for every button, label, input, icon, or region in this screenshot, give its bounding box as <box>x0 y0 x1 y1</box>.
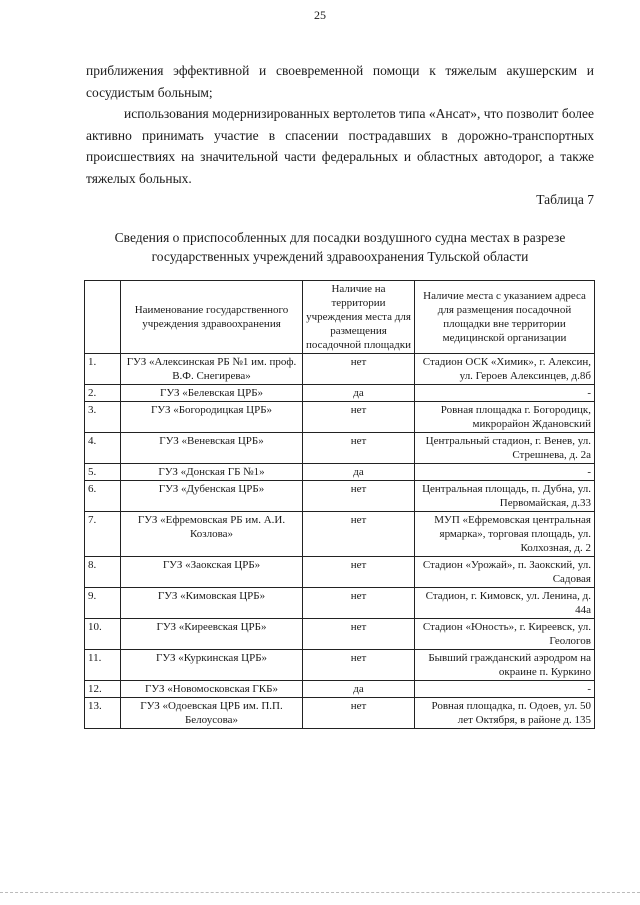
table-row <box>85 588 595 619</box>
row-number: 1. <box>85 354 121 385</box>
table-row <box>85 481 595 512</box>
offsite-address: Стадион, г. Кимовск, ул. Ленина, д. 44а <box>415 588 595 619</box>
on-site-presence: нет <box>303 512 415 557</box>
on-site-presence: да <box>303 681 415 698</box>
table-row <box>85 681 595 698</box>
institution-name: ГУЗ «Одоевская ЦРБ им. П.П. Белоусова» <box>121 698 303 729</box>
table-row <box>85 650 595 681</box>
offsite-address: Стадион «Урожай», п. Заокский, ул. Садовая <box>415 557 595 588</box>
on-site-presence: нет <box>303 619 415 650</box>
offsite-address: Ровная площадка г. Богородицк, микрорайон Ждановский <box>415 402 595 433</box>
institution-name: ГУЗ «Алексинская РБ №1 им. проф. В.Ф. Снегирева» <box>121 354 303 385</box>
row-number: 11. <box>85 650 121 681</box>
offsite-address: Стадион ОСК «Химик», г. Алексин, ул. Героев Алексинцев, д.8б <box>415 354 595 385</box>
table-row <box>85 512 595 557</box>
institution-name: ГУЗ «Донская ГБ №1» <box>121 464 303 481</box>
row-number: 4. <box>85 433 121 464</box>
offsite-address: Центральная площадь, п. Дубна, ул. Первомайская, д.33 <box>415 481 595 512</box>
on-site-presence: нет <box>303 557 415 588</box>
institution-name: ГУЗ «Киреевская ЦРБ» <box>121 619 303 650</box>
institution-name: ГУЗ «Новомосковская ГКБ» <box>121 681 303 698</box>
institution-name: ГУЗ «Кимовская ЦРБ» <box>121 588 303 619</box>
on-site-presence: нет <box>303 650 415 681</box>
institution-name: ГУЗ «Заокская ЦРБ» <box>121 557 303 588</box>
on-site-presence: нет <box>303 481 415 512</box>
table-header-row <box>85 281 595 354</box>
on-site-presence: да <box>303 464 415 481</box>
table-caption: Сведения о приспособленных для посадки воздушного судна местах в разрезе государственных учреждений здравоохранения Тульской области <box>114 230 566 264</box>
on-site-presence: да <box>303 385 415 402</box>
institution-name: ГУЗ «Веневская ЦРБ» <box>121 433 303 464</box>
offsite-address: Центральный стадион, г. Венев, ул. Стрешнева, д. 2а <box>415 433 595 464</box>
on-site-presence: нет <box>303 402 415 433</box>
institution-name: ГУЗ «Дубенская ЦРБ» <box>121 481 303 512</box>
institution-name: ГУЗ «Белевская ЦРБ» <box>121 385 303 402</box>
row-number: 6. <box>85 481 121 512</box>
table-row <box>85 557 595 588</box>
offsite-address: Стадион «Юность», г. Киреевск, ул. Геологов <box>415 619 595 650</box>
row-number: 13. <box>85 698 121 729</box>
institution-name: ГУЗ «Ефремовская РБ им. А.И. Козлова» <box>121 512 303 557</box>
table-label: Таблица 7 <box>536 192 594 207</box>
offsite-address: - <box>415 464 595 481</box>
offsite-address: Бывший гражданский аэродром на окраине п. Куркино <box>415 650 595 681</box>
table-row <box>85 464 595 481</box>
offsite-address: - <box>415 681 595 698</box>
offsite-address: МУП «Ефремовская центральная ярмарка», торговая площадь, ул. Колхозная, д. 2 <box>415 512 595 557</box>
table-row <box>85 354 595 385</box>
landing-sites-table <box>84 280 595 729</box>
row-number: 2. <box>85 385 121 402</box>
on-site-presence: нет <box>303 354 415 385</box>
header-presence: Наличие на территории учреждения места для размещения посадочной площадки <box>303 281 415 354</box>
on-site-presence: нет <box>303 698 415 729</box>
institution-name: ГУЗ «Куркинская ЦРБ» <box>121 650 303 681</box>
table-row <box>85 385 595 402</box>
table-row <box>85 402 595 433</box>
table-row <box>85 433 595 464</box>
table-body <box>85 354 595 729</box>
header-name: Наименование государственного учреждения здравоохранения <box>121 281 303 354</box>
institution-name: ГУЗ «Богородицкая ЦРБ» <box>121 402 303 433</box>
paragraph-helicopters: использования модернизированных вертолетов типа «Ансат», что позволит более активно принимать участие в спасении пострадавших в дорожно-транспортных происшествиях на значительной части федеральных и областных автодорог, а также тяжелых больных. <box>86 106 594 186</box>
row-number: 10. <box>85 619 121 650</box>
offsite-address: - <box>415 385 595 402</box>
row-number: 9. <box>85 588 121 619</box>
paragraph-continuation: приближения эффективной и своевременной помощи к тяжелым акушерским и сосудистым больным; <box>86 63 594 100</box>
table-row <box>85 698 595 729</box>
row-number: 8. <box>85 557 121 588</box>
scan-bottom-edge <box>0 892 640 896</box>
row-number: 3. <box>85 402 121 433</box>
header-number <box>85 281 121 354</box>
row-number: 5. <box>85 464 121 481</box>
header-address: Наличие места с указанием адреса для размещения посадочной площадки вне территории медицинской организации <box>415 281 595 354</box>
row-number: 12. <box>85 681 121 698</box>
row-number: 7. <box>85 512 121 557</box>
offsite-address: Ровная площадка, п. Одоев, ул. 50 лет Октября, в районе д. 135 <box>415 698 595 729</box>
page-number: 25 <box>314 8 326 22</box>
on-site-presence: нет <box>303 588 415 619</box>
on-site-presence: нет <box>303 433 415 464</box>
table-row <box>85 619 595 650</box>
